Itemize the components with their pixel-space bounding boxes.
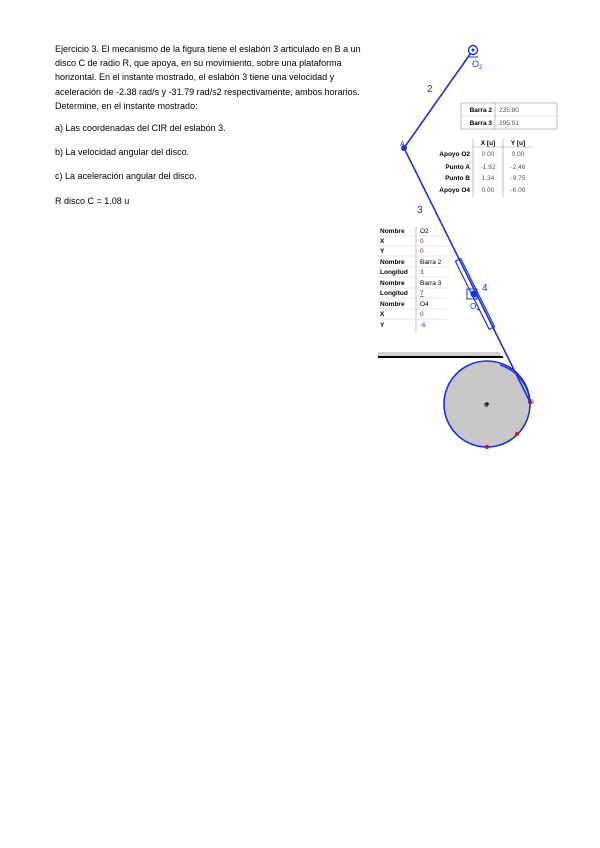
angle-row-0-value: 235.80 — [499, 107, 519, 114]
coord-row-0-name: Apoyo O2 — [439, 151, 470, 158]
coord-row-0-y: 0.00 — [511, 151, 525, 158]
param-row-0-label: Nombre — [380, 228, 405, 235]
label-link-2: 2 — [427, 84, 433, 95]
label-disk-c: C — [484, 403, 489, 409]
param-table — [378, 226, 447, 332]
coord-row-3-name: Apoyo O4 — [439, 187, 470, 194]
label-link-3: 3 — [417, 205, 423, 216]
contact-marker — [485, 445, 489, 449]
param-row-7-label: Nombre — [380, 301, 405, 308]
coord-row-1-name: Punto A — [445, 164, 470, 171]
coord-header-y: Y [u] — [510, 140, 526, 147]
label-o2: $O_2$ — [472, 59, 483, 71]
label-slider-4: 4 — [482, 283, 488, 294]
param-row-9-value: -6 — [420, 322, 426, 329]
coord-table — [439, 139, 532, 197]
param-row-6-label: Longitud — [380, 290, 408, 297]
coord-row-2-x: 1.34 — [481, 175, 495, 182]
coord-row-3-x: 0.00 — [481, 187, 495, 194]
coord-row-1-x: -1.92 — [480, 164, 496, 171]
param-row-5-value: Barra 3 — [420, 280, 442, 287]
label-o4: $O_4$ — [470, 302, 480, 313]
param-row-8-label: X — [380, 311, 385, 318]
param-row-6-value: 7 — [420, 290, 424, 297]
problem-paragraph: Ejercicio 3. El mecanismo de la figura tiene el eslabón 3 articulado en B a un disco C de radio R, que apoya, en su movimiento, sobre una plataforma horizontal. En el instante mostrado, el eslabón 3 tiene una velocidad y aceleración de -2.38 rad/s y -31.79 rad/s2 respectivamente, ambos horarios. Determine, en el instante mostrado: — [55, 44, 361, 111]
param-row-8-value: 0 — [420, 311, 424, 318]
question-c: c) La aceleración angular del disco. — [55, 171, 197, 182]
param-row-3-value: Barra 2 — [420, 259, 442, 266]
o4-pivot — [471, 291, 478, 298]
coord-row-2-y: -9.75 — [510, 175, 526, 182]
radius-note: R disco C = 1.08 u — [55, 195, 130, 206]
param-row-4-value: 3 — [420, 269, 424, 276]
coord-row-1-y: -2.46 — [510, 164, 526, 171]
link-2 — [404, 50, 473, 148]
coord-row-2-name: Punto B — [445, 175, 470, 182]
angle-table — [461, 103, 557, 129]
label-point-b: B — [530, 400, 535, 406]
disk-marker — [515, 432, 519, 436]
param-row-5-label: Nombre — [380, 280, 405, 287]
param-row-1-label: X — [380, 238, 385, 245]
param-row-2-value: 0 — [420, 248, 424, 255]
coord-row-0-x: 0.00 — [481, 151, 495, 158]
label-point-a: A — [400, 141, 405, 148]
param-row-7-value: O4 — [420, 301, 429, 308]
angle-row-0-name: Barra 2 — [469, 107, 492, 114]
param-row-9-label: Y — [380, 322, 385, 329]
param-row-4-label: Longitud — [380, 269, 408, 276]
angle-row-1-value: 295.91 — [499, 120, 519, 127]
platform-shade — [378, 352, 500, 356]
param-row-3-label: Nombre — [380, 259, 405, 266]
question-b: b) La velocidad angular del disco. — [55, 147, 190, 158]
param-row-0-value: O2 — [420, 228, 429, 235]
coord-header-x: X [u] — [480, 140, 496, 147]
o2-pivot-center — [472, 49, 475, 52]
coord-row-3-y: -6.00 — [510, 187, 526, 194]
question-a: a) Las coordenadas del CIR del eslabón 3. — [55, 123, 226, 134]
param-row-1-value: 0 — [420, 238, 424, 245]
param-row-2-label: Y — [380, 248, 385, 255]
angle-row-1-name: Barra 3 — [469, 120, 492, 127]
